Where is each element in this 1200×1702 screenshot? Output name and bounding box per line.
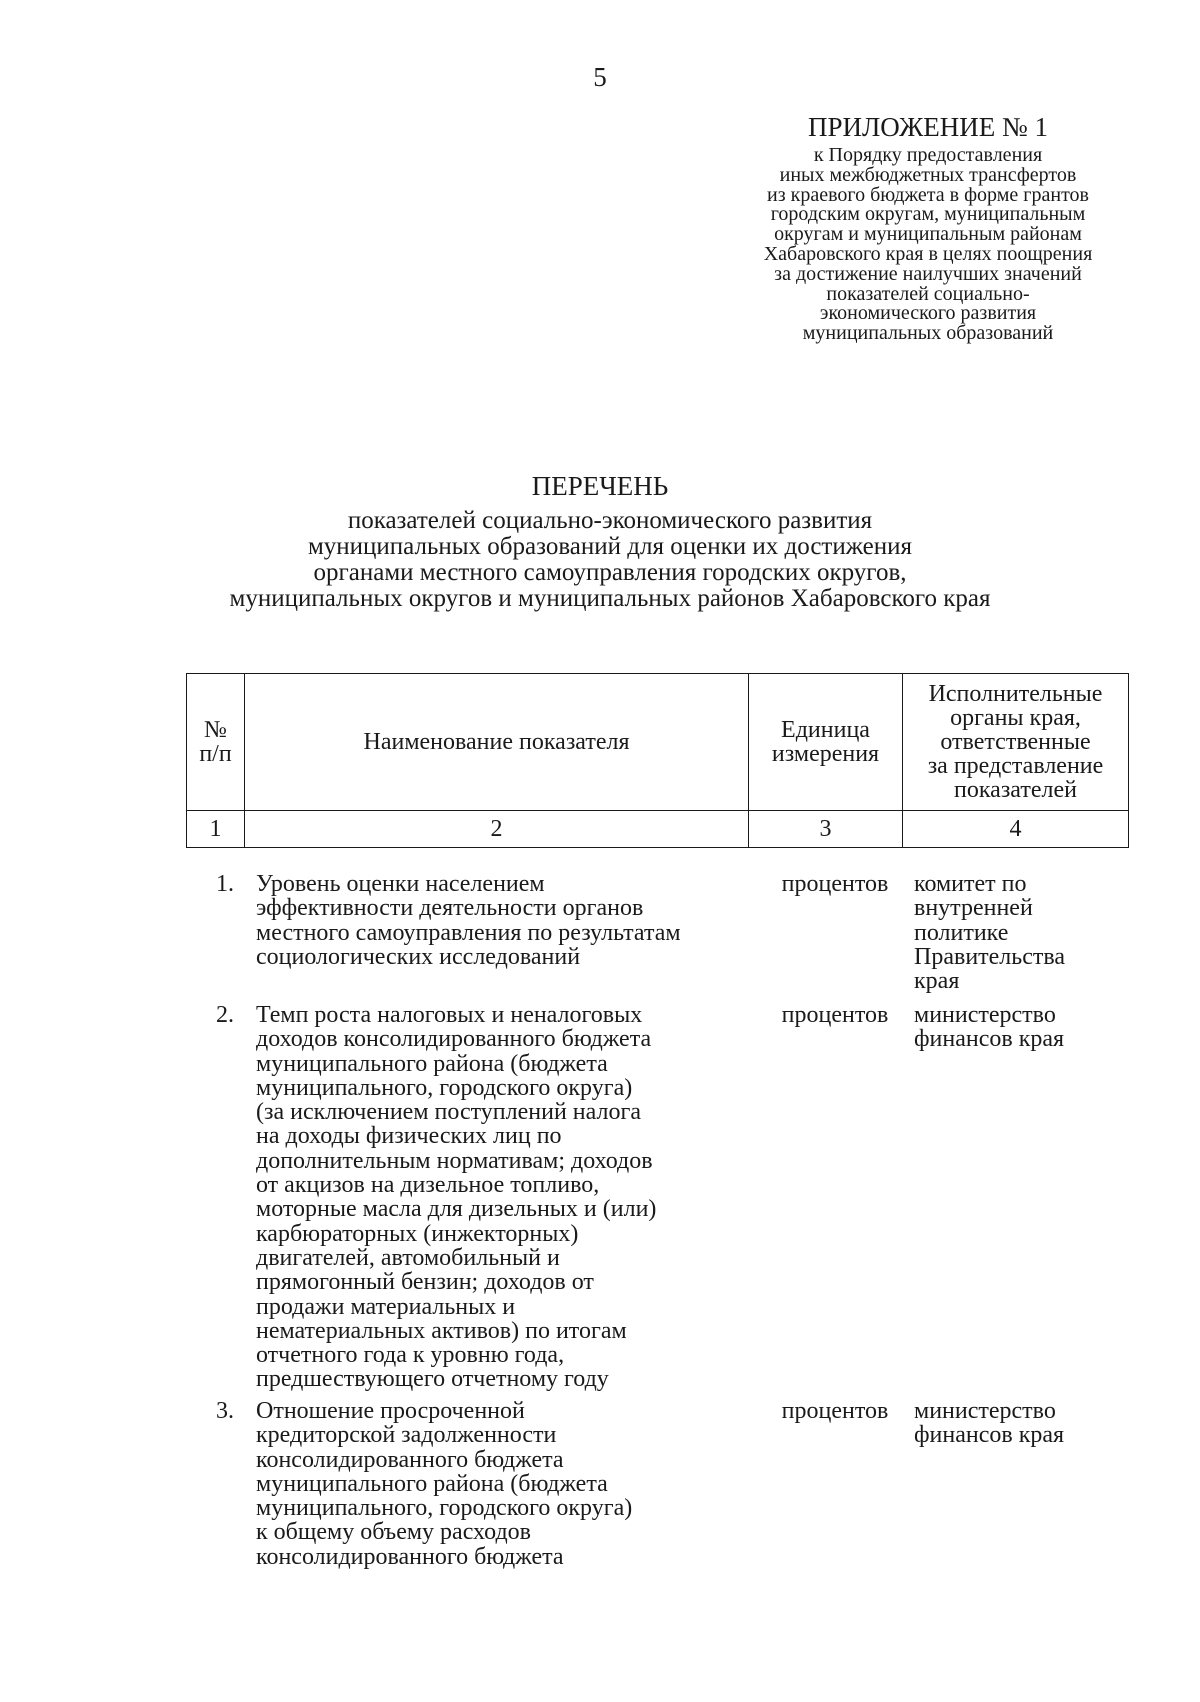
name-line: предшествующего отчетному году bbox=[256, 1366, 609, 1393]
row-unit: процентов bbox=[781, 1398, 889, 1424]
appendix-title: ПРИЛОЖЕНИЕ № 1 bbox=[807, 112, 1049, 142]
name-line: кредиторской задолженности bbox=[256, 1422, 557, 1449]
row-unit: процентов bbox=[781, 871, 889, 897]
row-indicator-name bbox=[256, 1399, 756, 1569]
name-line: дополнительным нормативам; доходов bbox=[256, 1147, 653, 1174]
column-number-row bbox=[187, 811, 1129, 848]
header-org-line: органы края, bbox=[950, 705, 1081, 731]
name-line: Отношение просроченной bbox=[256, 1398, 525, 1424]
row-indicator-name bbox=[256, 872, 756, 969]
header-num-line: п/п bbox=[199, 741, 232, 767]
name-line: муниципального, городского округа) bbox=[256, 1074, 633, 1101]
org-line: края bbox=[914, 968, 960, 995]
row-responsible-org bbox=[914, 1003, 1124, 1052]
name-line: на доходы физических лиц по bbox=[256, 1123, 562, 1150]
appendix-line: муниципальных образований bbox=[802, 322, 1054, 345]
name-line: прямогонный бензин; доходов от bbox=[256, 1269, 594, 1296]
name-line: социологических исследований bbox=[256, 943, 581, 970]
header-cell-unit bbox=[749, 674, 903, 811]
header-row bbox=[187, 674, 1129, 811]
row-unit: процентов bbox=[781, 1002, 889, 1028]
header-unit-line: измерения bbox=[771, 741, 880, 767]
name-line: карбюраторных (инжекторных) bbox=[256, 1220, 579, 1247]
subtitle-line: муниципальных образований для оценки их достижения bbox=[307, 533, 913, 560]
name-line: продажи материальных и bbox=[256, 1293, 516, 1320]
org-line: министерство bbox=[914, 1002, 1056, 1028]
appendix-block bbox=[718, 110, 1138, 344]
appendix-line: к Порядку предоставления bbox=[813, 144, 1043, 166]
column-number-cell: 4 bbox=[903, 811, 1129, 848]
document-subtitle bbox=[150, 508, 1070, 612]
name-line: доходов консолидированного бюджета bbox=[256, 1026, 652, 1053]
appendix-line: округам и муниципальным районам bbox=[774, 223, 1082, 246]
name-line: отчетного года к уровню года, bbox=[256, 1342, 565, 1369]
org-line: министерство bbox=[914, 1398, 1056, 1424]
org-line: внутренней bbox=[914, 895, 1033, 922]
appendix-line: городским округам, муниципальным bbox=[770, 203, 1086, 226]
header-num-line: № bbox=[204, 717, 227, 743]
appendix-line: показателей социально- bbox=[826, 282, 1030, 305]
header-cell-org bbox=[903, 674, 1129, 811]
name-line: двигателей, автомобильный и bbox=[256, 1244, 560, 1271]
column-number-cell: 2 bbox=[245, 811, 749, 848]
header-org-line: Исполнительные bbox=[928, 681, 1103, 707]
name-line: от акцизов на дизельное топливо, bbox=[256, 1172, 600, 1199]
subtitle-line: муниципальных округов и муниципальных районов Хабаровского края bbox=[229, 585, 991, 612]
appendix-line: Хабаровского края в целях поощрения bbox=[763, 242, 1093, 265]
document-title: ПЕРЕЧЕНЬ bbox=[531, 471, 669, 501]
org-line: финансов края bbox=[914, 1026, 1065, 1053]
row-number: 2. bbox=[216, 1002, 234, 1028]
row-number: 1. bbox=[216, 871, 234, 897]
org-line: политике bbox=[914, 919, 1009, 946]
header-name-line: Наименование показателя bbox=[363, 729, 630, 755]
row-responsible-org bbox=[914, 1399, 1124, 1448]
name-line: консолидированного бюджета bbox=[256, 1543, 564, 1570]
name-line: муниципального, городского округа) bbox=[256, 1495, 633, 1522]
org-line: финансов края bbox=[914, 1422, 1065, 1449]
name-line: эффективности деятельности органов bbox=[256, 895, 644, 922]
header-org-line: показателей bbox=[954, 777, 1077, 803]
row-indicator-name bbox=[256, 1003, 756, 1392]
subtitle-line: показателей социально-экономического развития bbox=[347, 507, 873, 534]
indicators-table-header bbox=[186, 673, 1129, 848]
column-number-cell: 3 bbox=[749, 811, 903, 848]
appendix-line: экономического развития bbox=[819, 302, 1037, 325]
header-cell-num bbox=[187, 674, 245, 811]
name-line: нематериальных активов) по итогам bbox=[256, 1317, 627, 1344]
subtitle-line: органами местного самоуправления городских округов, bbox=[313, 559, 907, 586]
name-line: местного самоуправления по результатам bbox=[256, 919, 681, 946]
name-line: Темп роста налоговых и неналоговых bbox=[256, 1002, 643, 1028]
row-responsible-org bbox=[914, 872, 1124, 993]
org-line: комитет по bbox=[914, 871, 1027, 897]
org-line: Правительства bbox=[914, 943, 1066, 970]
name-line: Уровень оценки населением bbox=[256, 871, 545, 897]
appendix-line: из краевого бюджета в форме грантов bbox=[767, 183, 1089, 206]
header-org-line: за представление bbox=[927, 753, 1104, 779]
header-cell-name bbox=[245, 674, 749, 811]
appendix-line: за достижение наилучших значений bbox=[774, 262, 1082, 285]
header-unit-line: Единица bbox=[781, 717, 870, 743]
name-line: (за исключением поступлений налога bbox=[256, 1099, 641, 1126]
name-line: моторные масла для дизельных и (или) bbox=[256, 1196, 657, 1223]
page-number: 5 bbox=[593, 62, 607, 92]
name-line: к общему объему расходов bbox=[256, 1519, 531, 1546]
column-number-cell: 1 bbox=[187, 811, 245, 848]
name-line: консолидированного бюджета bbox=[256, 1446, 564, 1473]
name-line: муниципального района (бюджета bbox=[256, 1470, 608, 1497]
appendix-line: иных межбюджетных трансфертов bbox=[779, 163, 1077, 186]
header-org-line: ответственные bbox=[940, 729, 1091, 755]
row-number: 3. bbox=[216, 1398, 234, 1424]
name-line: муниципального района (бюджета bbox=[256, 1050, 608, 1077]
